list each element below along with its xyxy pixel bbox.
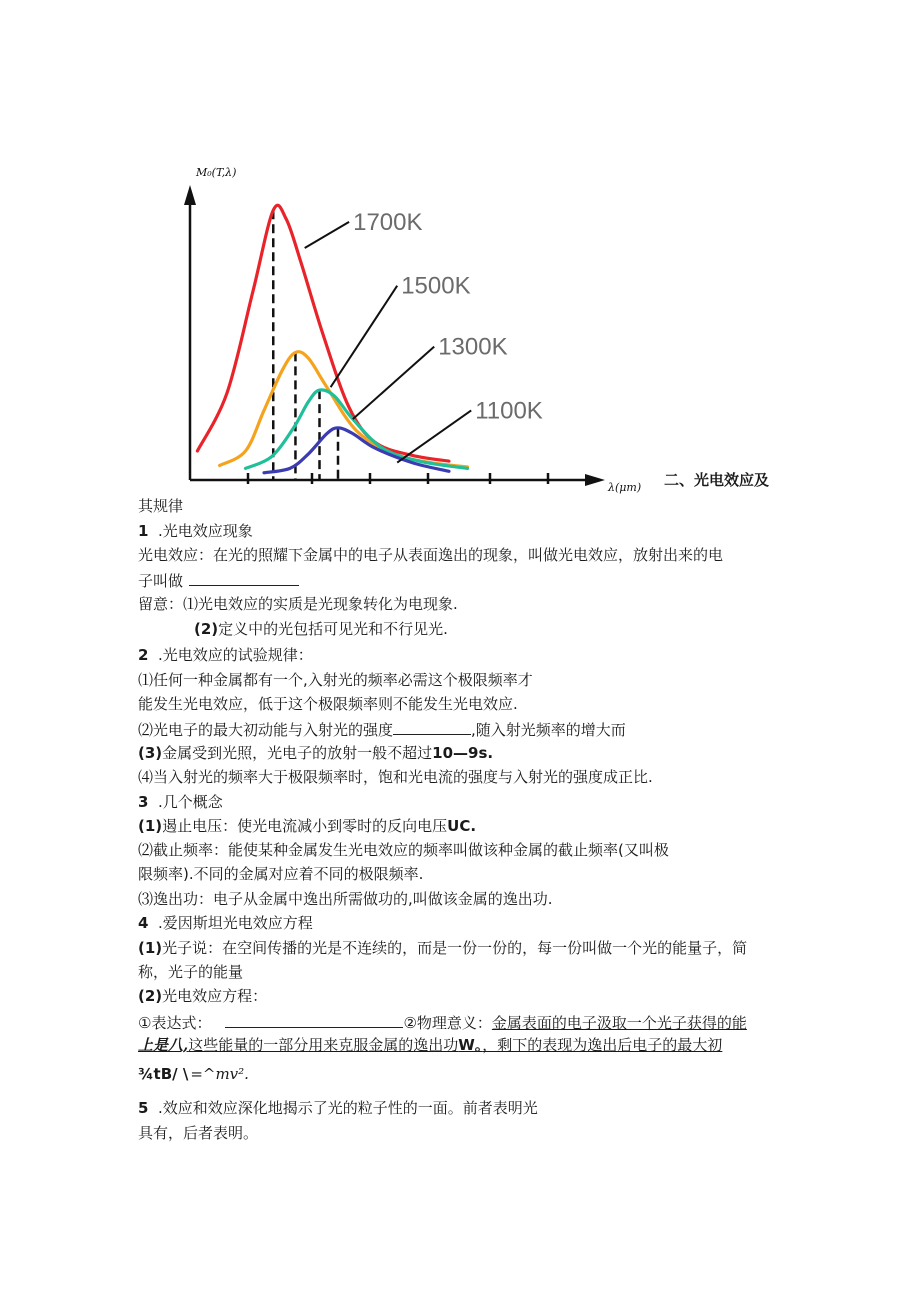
curve-1100K	[264, 428, 449, 473]
answer-blank[interactable]	[225, 1011, 403, 1028]
line-14-value: UC.	[447, 817, 477, 835]
line-17: ⑶逸出功：电子从金属中逸出所需做功的,叫做该金属的逸出功.	[138, 890, 553, 908]
y-axis-label: M₀(T,λ)	[196, 166, 237, 179]
line-23-text-c: W。	[458, 1036, 483, 1054]
line-10	[138, 718, 626, 740]
line-11	[138, 743, 493, 763]
line-9: 能发生光电效应，低于这个极限频率则不能发生光电效应.	[138, 695, 518, 713]
line-23-text-b: 这些能量的一部分用来克服金属的逸出功	[188, 1036, 459, 1054]
answer-blank[interactable]	[393, 718, 471, 735]
series-label-1500K: 1500K	[401, 272, 471, 300]
line-19-text: 光子说：在空间传播的光是不连续的，而是一份一份的，每一份叫做一个光的能量子，简	[162, 939, 748, 957]
line-23-text-a: 上是八,	[138, 1036, 189, 1054]
line-3: 光电效应：在光的照耀下金属中的电子从表面逸出的现象，叫做光电效应，放射出来的电	[138, 546, 724, 564]
section-2-title: .光电效应的试验规律：	[158, 646, 313, 664]
item-number: (1)	[138, 939, 163, 957]
line-22-text-a: ①表达式：	[138, 1014, 212, 1032]
pointer-1700K	[305, 222, 349, 248]
series-label-1300K: 1300K	[438, 333, 508, 361]
section-2-number: 2	[138, 646, 149, 664]
line-24	[138, 1064, 249, 1084]
line-22	[138, 1011, 747, 1033]
peak-lines	[273, 210, 338, 480]
line-5: 留意：⑴光电效应的实质是光现象转化为电现象.	[138, 595, 458, 613]
pointer-1100K	[397, 410, 471, 462]
item-number: (1)	[138, 817, 163, 835]
line-6	[194, 619, 448, 639]
line-24-formula: =^mv².	[190, 1065, 249, 1083]
line-12: ⑷当入射光的频率大于极限频率时，饱和光电流的强度与入射光的强度成正比.	[138, 768, 653, 786]
section-4-title: .爱因斯坦光电效应方程	[158, 914, 313, 932]
item-number: (2)	[138, 987, 163, 1005]
pointer-1500K	[331, 286, 398, 388]
series-label-1100K: 1100K	[475, 397, 543, 425]
answer-blank[interactable]	[189, 569, 299, 586]
line-8: ⑴任何一种金属都有一个,入射光的频率必需这个极限频率才	[138, 671, 533, 689]
line-23	[138, 1035, 722, 1055]
line-23-text-d: ，剩下的表现为逸出后电子的最大初	[482, 1036, 723, 1054]
line-21-text: 光电效应方程：	[162, 987, 268, 1005]
line-15: ⑵截止频率：能使某种金属发生光电效应的频率叫做该种金属的截止频率(又叫极	[138, 841, 669, 859]
line-10-text-a: ⑵光电子的最大初动能与入射光的强度	[138, 721, 394, 739]
line-26: 具有，后者表明。	[138, 1124, 259, 1142]
series-label-1700K: 1700K	[353, 208, 423, 236]
line-14	[138, 816, 476, 836]
line-10-text-b: ,随入射光频率的增大而	[471, 721, 626, 739]
line-4-text: 子叫做	[138, 572, 184, 590]
series-labels	[353, 209, 543, 425]
line-24-text-a: ¾tB/ \	[138, 1065, 189, 1083]
line-16: 限频率).不同的金属对应着不同的极限频率.	[138, 865, 424, 883]
section-heading-tail: 二、光电效应及	[664, 471, 770, 489]
blackbody-radiation-chart	[0, 0, 920, 500]
line-6-text: 定义中的光包括可见光和不行见光.	[218, 620, 448, 638]
pointer-1300K	[353, 347, 434, 420]
item-number: (3)	[138, 744, 163, 762]
section-3-number: 3	[138, 793, 149, 811]
line-4	[138, 569, 299, 591]
line-11-value: 10—9s.	[432, 744, 494, 762]
line-1: 其规律	[138, 497, 184, 515]
line-22-text-c: 金属表面的电子汲取一个光子获得的能	[491, 1014, 747, 1032]
line-14-text: 遏止电压：使光电流减小到零时的反向电压	[162, 817, 448, 835]
line-20: 称，光子的能量	[138, 963, 244, 981]
section-3-title: .几个概念	[158, 793, 223, 811]
line-11-text: 金属受到光照，光电子的放射一般不超过	[162, 744, 433, 762]
item-number: (2)	[194, 620, 219, 638]
x-axis-ticks	[248, 473, 548, 484]
section-1-number: 1	[138, 522, 149, 540]
line-22-text-b: ②物理意义：	[403, 1014, 492, 1032]
x-axis-label: λ(μm)	[608, 481, 642, 494]
section-1-title: .光电效应现象	[158, 522, 253, 540]
section-5-title: .效应和效应深化地揭示了光的粒子性的一面。前者表明光	[158, 1099, 538, 1117]
section-5-number: 5	[138, 1099, 149, 1117]
curves	[197, 205, 467, 473]
curve-1700K	[197, 205, 449, 461]
line-19	[138, 938, 747, 958]
line-21	[138, 986, 267, 1006]
section-4-number: 4	[138, 914, 149, 932]
